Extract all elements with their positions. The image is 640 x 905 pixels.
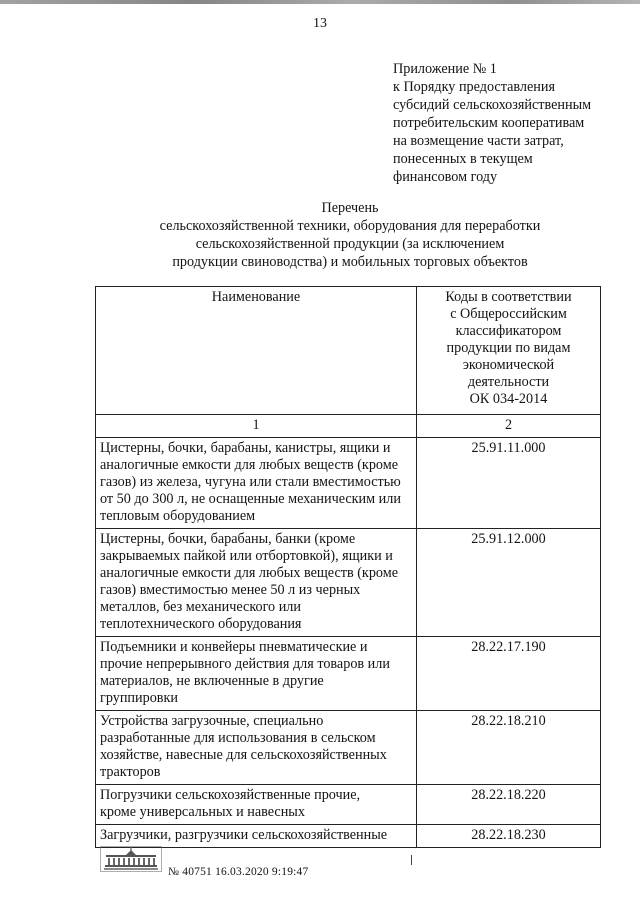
- scan-mark: [411, 855, 415, 865]
- item-name-line: теплотехнического оборудования: [100, 616, 302, 632]
- appendix-line: субсидий сельскохозяйственным: [393, 97, 592, 113]
- item-name-cell: [96, 711, 417, 785]
- title-line: сельскохозяйственной техники, оборудования для переработки: [159, 218, 541, 234]
- header-line: Наименование: [211, 289, 301, 305]
- okpd2-code-cell: 28.22.18.220: [417, 785, 601, 825]
- item-name-line: газов) вместимостью менее 50 л из черных: [100, 582, 361, 598]
- government-building-stamp-icon: [100, 846, 162, 872]
- column-number-row: [96, 415, 601, 438]
- appendix-line: финансовом году: [393, 169, 498, 185]
- item-name-line: закрываемых пайкой или отбортовкой), ящики и: [100, 548, 393, 564]
- header-code-column: [417, 287, 601, 415]
- header-line: продукции по видам: [446, 340, 571, 356]
- appendix-line: на возмещение части затрат,: [393, 133, 564, 149]
- equipment-table: [95, 286, 601, 848]
- okpd2-code-cell: 25.91.11.000: [417, 438, 601, 529]
- table-row: [96, 711, 601, 785]
- item-name-cell: [96, 785, 417, 825]
- item-name-line: Цистерны, бочки, барабаны, банки (кроме: [100, 531, 356, 547]
- item-name-cell: [96, 529, 417, 637]
- appendix-line: понесенных в текущем: [393, 151, 533, 167]
- item-name-line: тепловым оборудованием: [100, 508, 256, 524]
- item-name-line: газов) из железа, чугуна или стали вместимостью: [100, 474, 401, 490]
- appendix-line: Приложение № 1: [393, 61, 497, 77]
- title-line: Перечень: [321, 200, 379, 216]
- item-name-line: разработанные для использования в сельском: [100, 730, 376, 746]
- okpd2-code-cell: 28.22.17.190: [417, 637, 601, 711]
- item-name-line: Загрузчики, разгрузчики сельскохозяйственные: [100, 827, 388, 843]
- header-line: с Общероссийским: [450, 306, 567, 322]
- table-header-row: [96, 287, 601, 415]
- okpd2-code-cell: 28.22.18.210: [417, 711, 601, 785]
- okpd2-code-cell: 25.91.12.000: [417, 529, 601, 637]
- table-row: [96, 825, 601, 848]
- item-name-line: от 50 до 300 л, не оснащенные механическим или: [100, 491, 401, 507]
- header-name-column: [96, 287, 417, 415]
- item-name-line: кроме универсальных и навесных: [100, 804, 305, 820]
- table-row: [96, 438, 601, 529]
- header-line: экономической: [462, 357, 555, 373]
- header-line: классификатором: [455, 323, 562, 339]
- header-line: деятельности: [467, 374, 550, 390]
- item-name-line: аналогичные емкости для любых веществ (кроме: [100, 565, 399, 581]
- table-row: [96, 637, 601, 711]
- item-name-line: прочие непрерывного действия для товаров или: [100, 656, 390, 672]
- header-line: Коды в соответствии: [445, 289, 572, 305]
- appendix-note: [393, 60, 633, 186]
- column-number: 2: [417, 415, 601, 438]
- item-name-line: Подъемники и конвейеры пневматические и: [100, 639, 368, 655]
- item-name-line: материалов, не включенные в другие: [100, 673, 324, 689]
- item-name-cell: [96, 438, 417, 529]
- item-name-cell: [96, 825, 417, 848]
- item-name-line: хозяйстве, навесные для сельскохозяйственных: [100, 747, 387, 763]
- item-name-cell: [96, 637, 417, 711]
- document-registration-number: № 40751 16.03.2020 9:19:47: [168, 866, 309, 878]
- title-line: сельскохозяйственной продукции (за исключением: [195, 236, 505, 252]
- header-line: ОК 034-2014: [469, 391, 548, 407]
- item-name-line: Цистерны, бочки, барабаны, канистры, ящики и: [100, 440, 391, 456]
- item-name-line: металлов, без механического или: [100, 599, 301, 615]
- item-name-line: группировки: [100, 690, 178, 706]
- title-line: продукции свиноводства) и мобильных торговых объектов: [172, 254, 528, 270]
- appendix-line: к Порядку предоставления: [393, 79, 555, 95]
- column-number: 1: [96, 415, 417, 438]
- item-name-line: Погрузчики сельскохозяйственные прочие,: [100, 787, 361, 803]
- appendix-line: потребительским кооперативам: [393, 115, 585, 131]
- table-row: [96, 785, 601, 825]
- item-name-line: аналогичные емкости для любых веществ (кроме: [100, 457, 399, 473]
- document-title: [0, 199, 640, 271]
- page-number: 13: [313, 16, 327, 31]
- item-name-line: Устройства загрузочные, специально: [100, 713, 324, 729]
- item-name-line: тракторов: [100, 764, 161, 780]
- scan-top-edge: [0, 0, 640, 4]
- table-row: [96, 529, 601, 637]
- okpd2-code-cell: 28.22.18.230: [417, 825, 601, 848]
